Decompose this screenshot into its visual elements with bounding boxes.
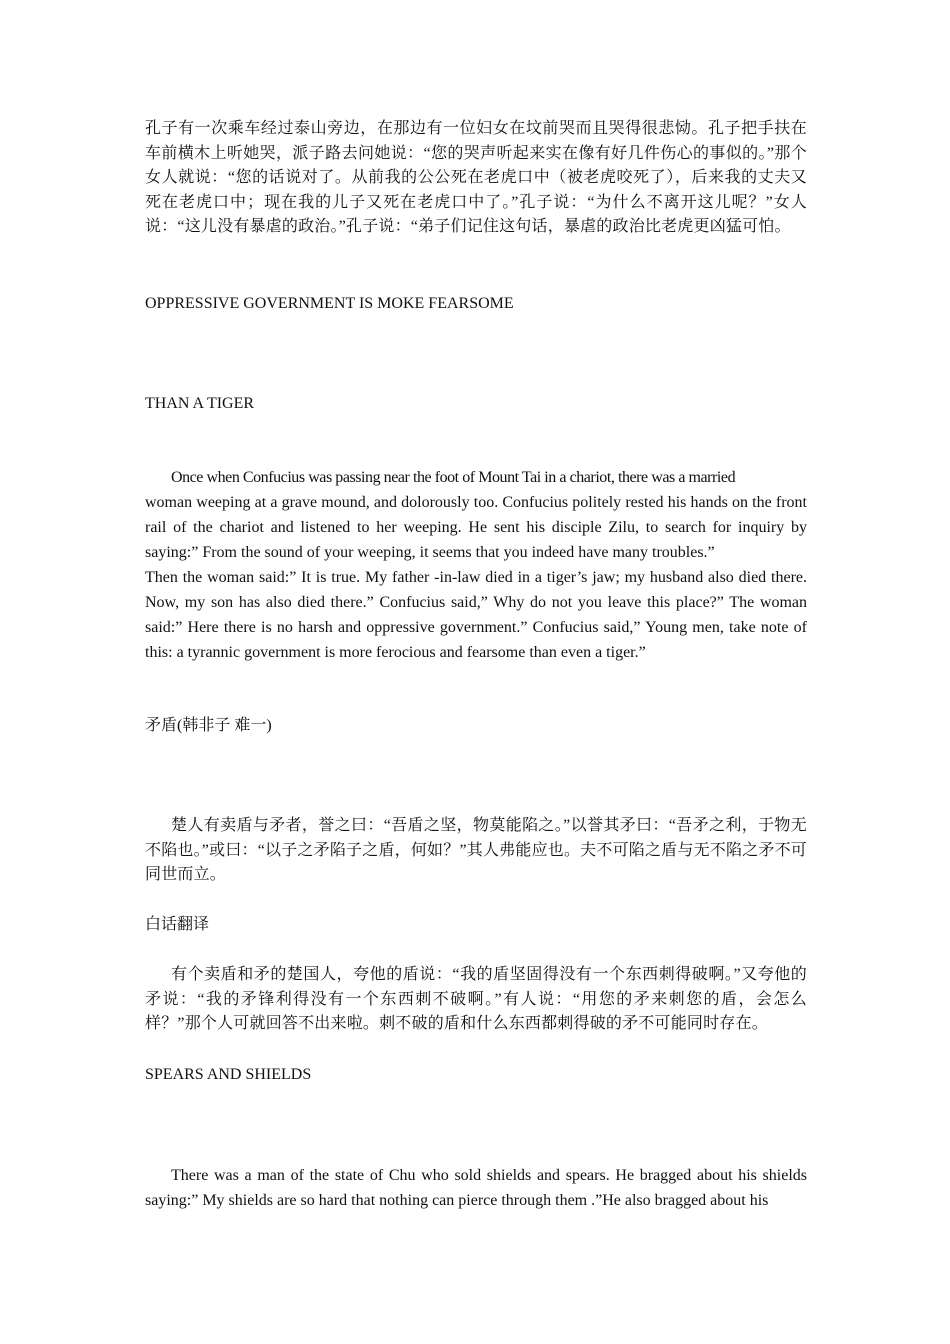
vernacular-translation-label: 白话翻译 — [145, 916, 210, 933]
english-text-paragraph: woman weeping at a grave mound, and dolorously too. Confucius politely rested his hands on the front rail of the chariot and listened to her weeping. He sent his disciple Zilu, to search for inquiry by saying:” From the sound of your weeping, it seems that you indeed have many troubles.” — [145, 494, 807, 561]
english-title-line-1: OPPRESSIVE GOVERNMENT IS MOKE FEARSOME — [145, 295, 514, 312]
vernacular-translation-paragraph: 有个卖盾和矛的楚国人，夸他的盾说：“我的盾坚固得没有一个东西刺得破啊。”又夸他的矛说：“我的矛锋利得没有一个东西刺不破啊。”有人说：“用您的矛来刺您的盾，会怎么样？”那个人可就回答不出来啦。刺不破的盾和什么东西都刺得破的矛不可能同时存在。 — [145, 966, 807, 1033]
english-text-spears-shields: There was a man of the state of Chu who sold shields and spears. He bragged about his shields saying:” My shields are so hard that nothing can pierce through them .”He also bragged about his — [145, 1167, 807, 1209]
english-text-first-line: Once when Confucius was passing near the foot of Mount Tai in a chariot, there was a married — [171, 469, 736, 486]
english-title-line-2: THAN A TIGER — [145, 395, 255, 412]
english-title-spears-shields: SPEARS AND SHIELDS — [145, 1066, 312, 1083]
classical-chinese-paragraph: 楚人有卖盾与矛者，誉之曰：“吾盾之坚，物莫能陷之。”以誉其矛曰：“吾矛之利，于物无不陷也。”或曰：“以子之矛陷子之盾，何如？”其人弗能应也。夫不可陷之盾与无不陷之矛不可同世而立。 — [145, 817, 807, 884]
chinese-translation-paragraph: 孔子有一次乘车经过泰山旁边，在那边有一位妇女在坟前哭而且哭得很悲恸。孔子把手扶在车前横木上听她哭，派子路去问她说：“您的哭声听起来实在像有好几件伤心的事似的。”那个女人就说：“您的话说对了。从前我的公公死在老虎口中（被老虎咬死了），后来我的丈夫又死在老虎口中；现在我的儿子又死在老虎口中了。”孔子说：“为什么不离开这儿呢？”女人说：“这儿没有暴虐的政治。”孔子说：“弟子们记住这句话，暴虐的政治比老虎更凶猛可怕。 — [145, 120, 807, 236]
english-text-second-part: Then the woman said:” It is true. My father -in-law died in a tiger’s jaw; my husband also died there. Now, my son has also died there.” Confucius said,” Why do not you leave this place?” The woman said:” Here there is no harsh and oppressive government.” Confucius said,” Young men, take note of this: a tyrannic government is more ferocious and fearsome than even a tiger.” — [145, 569, 807, 661]
section-title-spear-shield: 矛盾(韩非子 难一) — [145, 717, 272, 734]
